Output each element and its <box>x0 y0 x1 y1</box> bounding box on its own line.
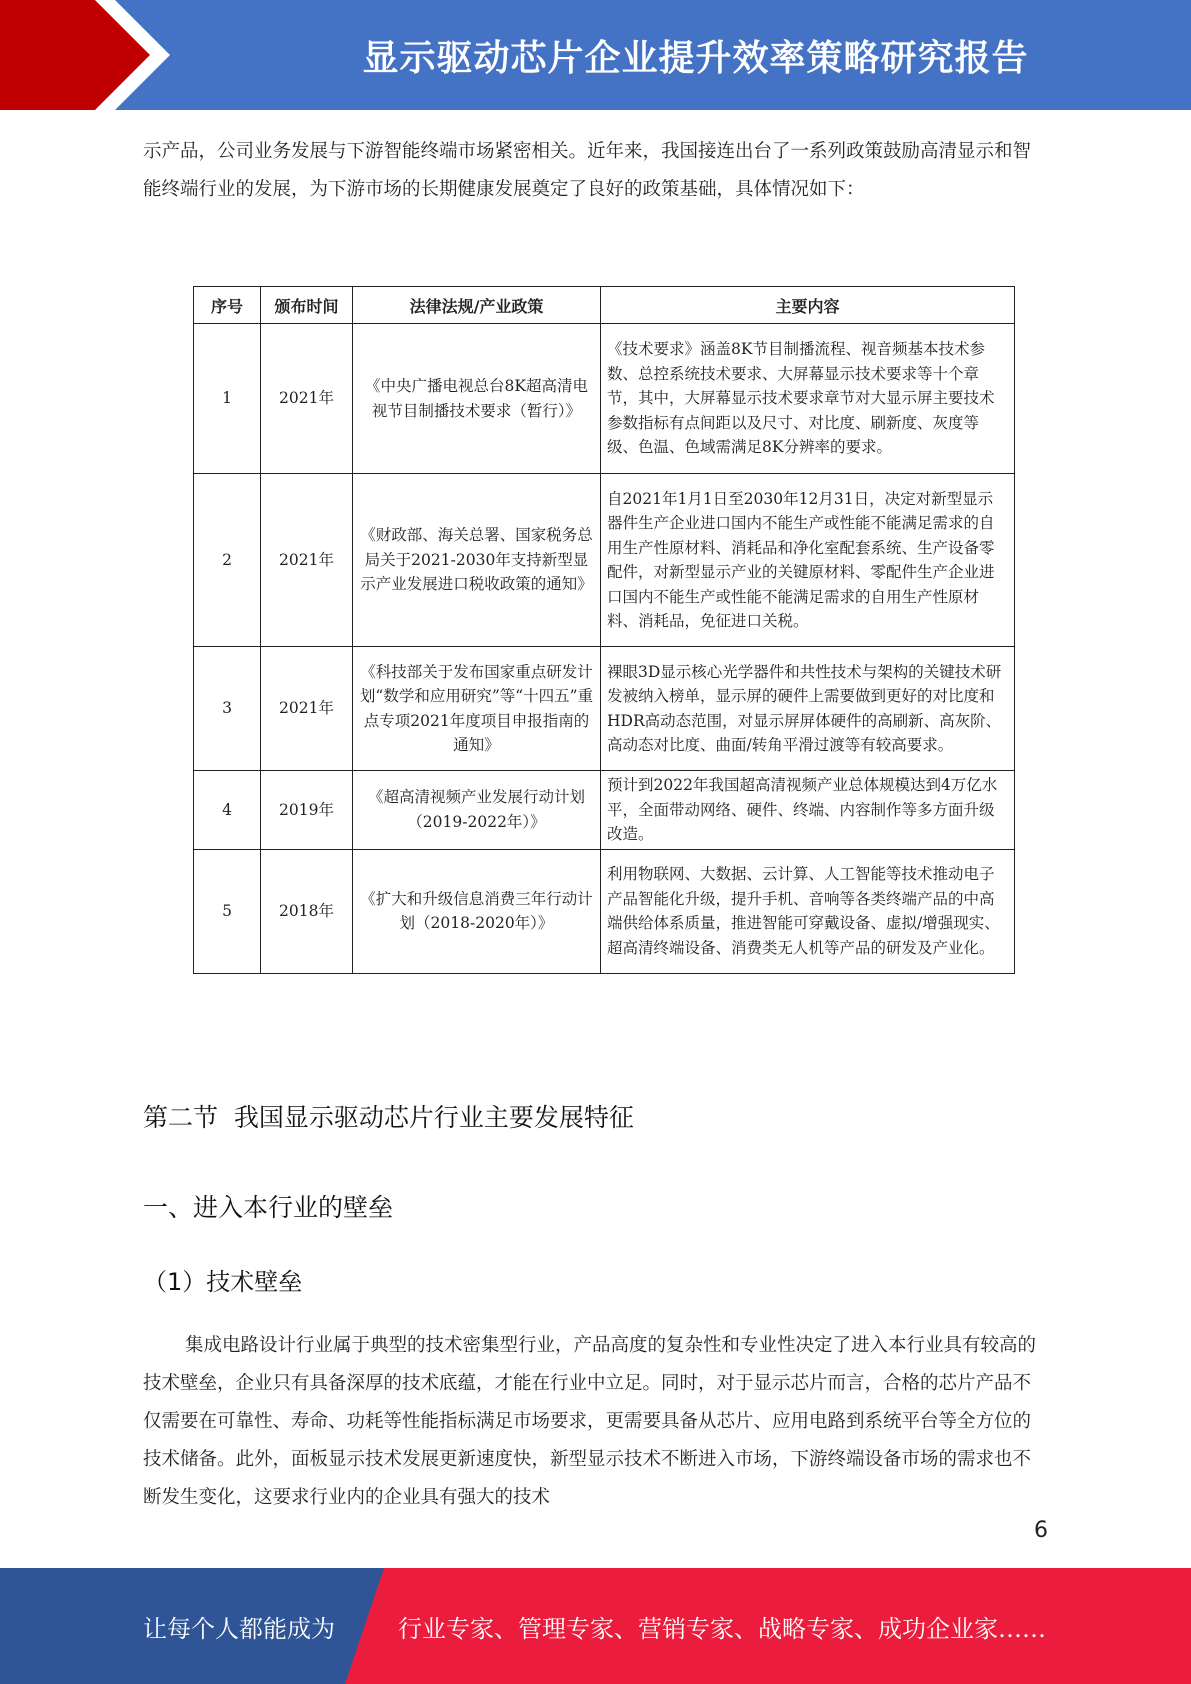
cell-no: 5 <box>194 849 261 973</box>
section-heading: 第二节 我国显示驱动芯片行业主要发展特征 <box>143 1103 634 1132</box>
cell-date: 2018年 <box>261 849 353 973</box>
col-header-no: 序号 <box>194 287 261 324</box>
cell-content: 利用物联网、大数据、云计算、人工智能等技术推动电子产品智能化升级，提升手机、音响等各类终端产品的中高端供给体系质量，推进智能可穿戴设备、虚拟/增强现实、超高清终端设备、消费类无人机等产品的研发及产业化。 <box>601 849 1015 973</box>
cell-content: 《技术要求》涵盖8K节目制播流程、视音频基本技术参数、总控系统技术要求、大屏幕显示技术要求等十个章节，其中，大屏幕显示技术要求章节对大显示屏主要技术参数指标有点间距以及尺寸、对比度、刷新度、灰度等级、色温、色域需满足8K分辨率的要求。 <box>601 324 1015 474</box>
cell-policy: 《超高清视频产业发展行动计划（2019-2022年）》 <box>353 771 601 850</box>
cell-date: 2019年 <box>261 771 353 850</box>
cell-date: 2021年 <box>261 647 353 771</box>
table-row <box>194 474 1015 647</box>
intro-paragraph: 示产品，公司业务发展与下游智能终端市场紧密相关。近年来，我国接连出台了一系列政策鼓励高清显示和智能终端行业的发展，为下游市场的长期健康发展奠定了良好的政策基础，具体情况如下： <box>143 141 1032 200</box>
cell-policy: 《扩大和升级信息消费三年行动计划（2018-2020年）》 <box>353 849 601 973</box>
cell-content: 自2021年1月1日至2030年12月31日，决定对新型显示器件生产企业进口国内不能生产或性能不能满足需求的自用生产性原材料、消耗品和净化室配套系统、生产设备零配件，对新型显示产业的关键原材料、零配件生产企业进口国内不能生产或性能不能满足需求的自用生产性原材料、消耗品，免征进口关税。 <box>601 474 1015 647</box>
table-header-row <box>194 287 1015 324</box>
subsub-heading: （1）技术壁垒 <box>143 1268 303 1296</box>
col-header-content: 主要内容 <box>601 287 1015 324</box>
page-header <box>0 0 1191 110</box>
cell-no: 1 <box>194 324 261 474</box>
cell-no: 2 <box>194 474 261 647</box>
cell-content: 预计到2022年我国超高清视频产业总体规模达到4万亿水平，全面带动网络、硬件、终端、内容制作等多方面升级改造。 <box>601 771 1015 850</box>
footer-slogan-right: 行业专家、管理专家、营销专家、战略专家、成功企业家…… <box>398 1614 1046 1643</box>
cell-policy: 《财政部、海关总署、国家税务总局关于2021-2030年支持新型显示产业发展进口税收政策的通知》 <box>353 474 601 647</box>
table-row <box>194 771 1015 850</box>
cell-content: 裸眼3D显示核心光学器件和共性技术与架构的关键技术研发被纳入榜单，显示屏的硬件上需要做到更好的对比度和HDR高动态范围，对显示屏屏体硬件的高刷新、高灰阶、高动态对比度、曲面/转角平滑过渡等有较高要求。 <box>601 647 1015 771</box>
body-paragraph: 集成电路设计行业属于典型的技术密集型行业，产品高度的复杂性和专业性决定了进入本行业具有较高的技术壁垒，企业只有具备深厚的技术底蕴，才能在行业中立足。同时，对于显示芯片而言，合格的芯片产品不仅需要在可靠性、寿命、功耗等性能指标满足市场要求，更需要具备从芯片、应用电路到系统平台等全方位的技术储备。此外，面板显示技术发展更新速度快，新型显示技术不断进入市场，下游终端设备市场的需求也不断发生变化，这要求行业内的企业具有强大的技术 <box>143 1335 1037 1508</box>
page-number: 6 <box>1034 1518 1048 1543</box>
header-title: 显示驱动芯片企业提升效率策略研究报告 <box>362 37 1029 79</box>
table-row <box>194 647 1015 771</box>
cell-no: 4 <box>194 771 261 850</box>
footer-slogan-left: 让每个人都能成为 <box>143 1614 335 1643</box>
page-footer <box>0 1568 1191 1684</box>
cell-no: 3 <box>194 647 261 771</box>
cell-policy: 《中央广播电视总台8K超高清电视节目制播技术要求（暂行）》 <box>353 324 601 474</box>
sub-heading: 一、进入本行业的壁垒 <box>143 1193 394 1222</box>
cell-policy: 《科技部关于发布国家重点研发计划“数学和应用研究”等“十四五”重点专项2021年度项目申报指南的通知》 <box>353 647 601 771</box>
cell-date: 2021年 <box>261 474 353 647</box>
col-header-date: 颁布时间 <box>261 287 353 324</box>
table-row <box>194 849 1015 973</box>
cell-date: 2021年 <box>261 324 353 474</box>
col-header-policy: 法律法规/产业政策 <box>353 287 601 324</box>
policy-table <box>193 286 1015 974</box>
table-row <box>194 324 1015 474</box>
